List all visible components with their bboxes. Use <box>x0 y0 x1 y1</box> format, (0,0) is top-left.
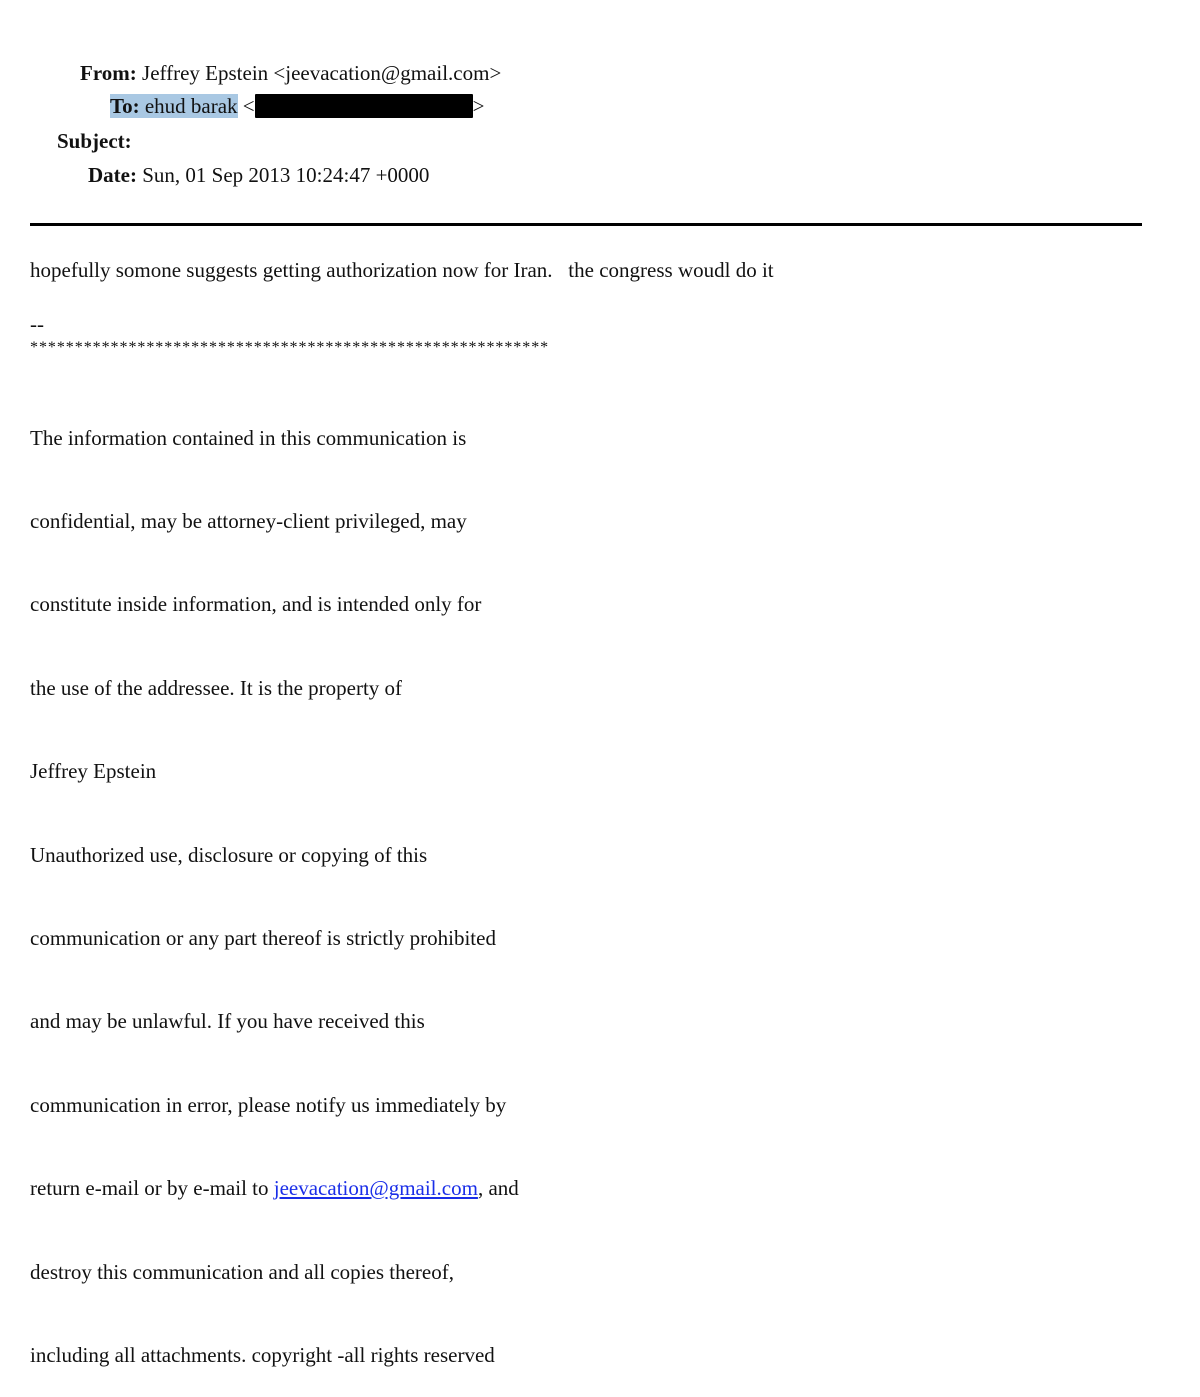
disclaimer-line: Unauthorized use, disclosure or copying of this <box>30 842 428 867</box>
to-selection-highlight[interactable] <box>110 94 238 118</box>
from-label: From: <box>80 61 137 85</box>
disclaimer-line: The information contained in this communication is <box>30 425 467 450</box>
disclaimer-line: constitute inside information, and is intended only for <box>30 592 482 617</box>
to-label: To: <box>110 94 140 118</box>
disclaimer-line: destroy this communication and all copies thereof, <box>30 1259 454 1284</box>
disclaimer-line: confidential, may be attorney-client privileged, may <box>30 508 467 533</box>
email-link[interactable]: jeevacation@gmail.com <box>273 1176 478 1201</box>
date-value: Sun, 01 Sep 2013 10:24:47 +0000 <box>142 163 430 187</box>
return-line-suffix: , and <box>477 1176 519 1201</box>
message-text: hopefully somone suggests getting authorization now for Iran. the congress woudl do it <box>30 258 774 282</box>
redacted-email-block <box>255 94 473 118</box>
signature-dash: -- <box>30 312 44 336</box>
date-row <box>88 162 429 188</box>
header-divider <box>30 223 1142 226</box>
to-name: ehud barak <box>144 94 238 118</box>
date-label: Date: <box>88 163 137 187</box>
signature-stars: ********************************************************** <box>30 339 550 356</box>
disclaimer <box>30 369 519 1397</box>
from-value: Jeffrey Epstein <jeevacation@gmail.com> <box>142 61 502 85</box>
from-row <box>80 60 501 86</box>
return-line-prefix: return e-mail or by e-mail to <box>30 1176 274 1201</box>
subject-row <box>57 128 132 154</box>
disclaimer-line: communication in error, please notify us immediately by <box>30 1092 507 1117</box>
disclaimer-line: communication or any part thereof is strictly prohibited <box>30 925 496 950</box>
to-open-bracket: < <box>242 94 255 118</box>
disclaimer-return-line <box>30 1175 519 1203</box>
disclaimer-line: and may be unlawful. If you have received this <box>30 1009 425 1034</box>
subject-label: Subject: <box>57 129 132 153</box>
disclaimer-line: including all attachments. copyright -all rights reserved <box>30 1342 495 1367</box>
to-row <box>110 93 484 119</box>
to-close-bracket: > <box>472 94 485 118</box>
disclaimer-line: the use of the addressee. It is the property of <box>30 675 403 700</box>
disclaimer-line: Jeffrey Epstein <box>30 759 157 784</box>
